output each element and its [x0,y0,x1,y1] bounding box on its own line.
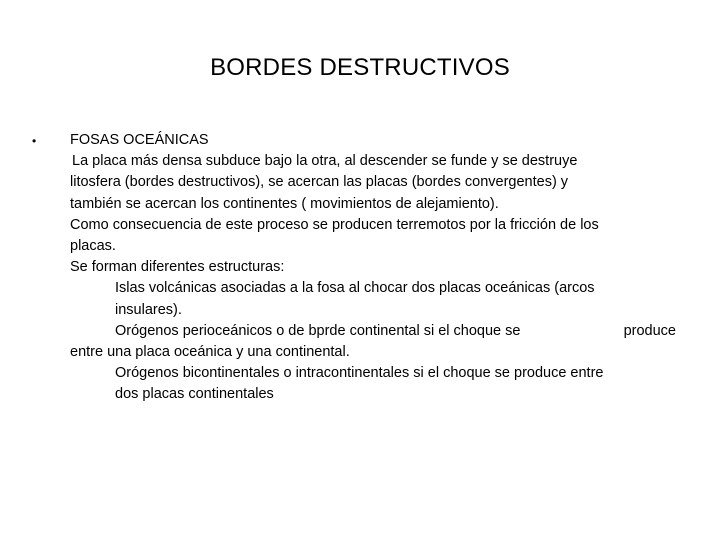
structure-item-perioceanicos-right: produce [623,322,676,339]
structure-item-islas: Islas volcánicas asociadas a la fosa al chocar dos placas oceánicas (arcos [115,280,595,297]
paragraph-line: placas. [70,238,116,255]
paragraph-line: litosfera (bordes destructivos), se acercan las placas (bordes convergentes) y [70,174,569,191]
paragraph-line: también se acercan los continentes ( movimientos de alejamiento). [70,195,499,212]
structure-item-bicontinentales: Orógenos bicontinentales o intracontinentales si el choque se produce entre [115,365,604,382]
structure-item-perioceanicos-left: Orógenos perioceánicos o de bprde continental si el choque se [115,322,521,339]
structure-item-perioceanicos-cont: entre una placa oceánica y una continental. [70,344,350,361]
structure-item-perioceanicos [70,321,676,342]
structure-item-islas-cont: insulares). [115,301,182,318]
structure-item-bicontinentales-cont: dos placas continentales [115,386,274,403]
bullet-icon: • [32,134,37,148]
paragraph-line: Se forman diferentes estructuras: [70,259,285,276]
paragraph-line: Como consecuencia de este proceso se producen terremotos por la fricción de los [70,216,599,233]
paragraph-line: La placa más densa subduce bajo la otra, al descender se funde y se destruye [72,153,578,170]
slide-title: BORDES DESTRUCTIVOS [210,54,510,81]
slide-body [70,130,682,406]
section-heading: FOSAS OCEÁNICAS [70,132,209,148]
